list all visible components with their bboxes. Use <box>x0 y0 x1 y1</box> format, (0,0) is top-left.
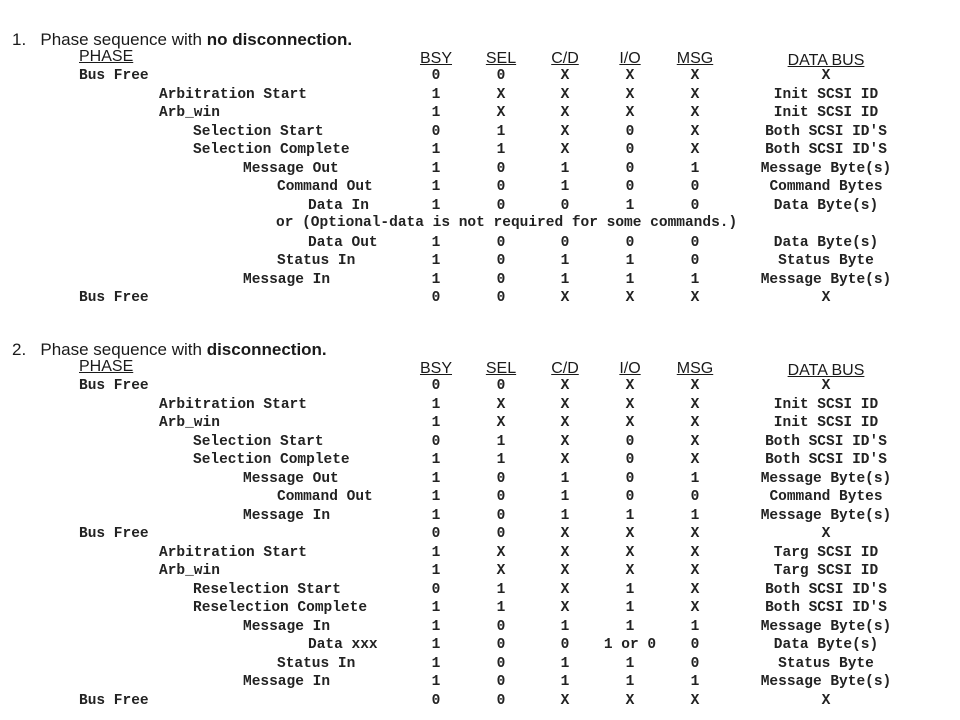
table-row <box>0 271 960 289</box>
cell-msg: 0 <box>690 655 700 672</box>
phase-name: Arb_win <box>159 415 220 431</box>
cell-cd: X <box>560 142 570 158</box>
cell-cd: X <box>560 526 570 542</box>
cell-cd: 1 <box>560 271 570 288</box>
cell-io: X <box>625 105 635 121</box>
section-2-title-plain: Phase sequence with <box>40 340 202 359</box>
cell-bsy: 1 <box>431 105 441 121</box>
phase-name: Selection Complete <box>193 452 350 468</box>
cell-bus: Both SCSI ID'S <box>765 581 887 598</box>
cell-bsy: 0 <box>431 692 441 709</box>
cell-bus: Both SCSI ID'S <box>765 433 887 450</box>
cell-sel: 1 <box>496 123 506 140</box>
cell-sel: 1 <box>496 142 506 158</box>
cell-bus: Targ SCSI ID <box>773 563 879 579</box>
table-row <box>0 252 960 270</box>
table-row <box>0 673 960 691</box>
cell-cd: 1 <box>560 674 570 690</box>
cell-io: 0 <box>625 470 635 487</box>
header-bsy: BSY <box>419 50 453 67</box>
table-row <box>0 104 960 122</box>
cell-bus: Init SCSI ID <box>773 105 879 121</box>
cell-bsy: 0 <box>431 68 441 84</box>
cell-cd: X <box>560 68 570 84</box>
cell-bsy: 1 <box>431 253 441 269</box>
cell-sel: 0 <box>496 489 506 505</box>
table-row <box>0 581 960 599</box>
cell-bus: Data Byte(s) <box>773 637 879 653</box>
cell-bsy: 1 <box>431 160 441 177</box>
cell-io: 1 or 0 <box>603 637 657 653</box>
header-cd: C/D <box>551 360 579 377</box>
cell-msg: X <box>690 452 700 468</box>
cell-io: 0 <box>625 234 635 251</box>
cell-sel: 0 <box>496 197 506 214</box>
table-row <box>0 636 960 654</box>
cell-sel: 1 <box>496 581 506 598</box>
cell-msg: X <box>690 600 700 616</box>
cell-cd: X <box>560 433 570 450</box>
cell-msg: X <box>690 581 700 598</box>
cell-bus: X <box>821 68 831 84</box>
cell-sel: 0 <box>496 526 506 542</box>
header-databus: DATA BUS <box>787 362 865 379</box>
phase-name: Reselection Complete <box>193 600 368 616</box>
section-1-title <box>12 30 352 50</box>
cell-io: X <box>625 415 635 431</box>
section-2-title-bold: disconnection. <box>206 340 327 359</box>
phase-name: Message In <box>243 618 331 635</box>
cell-bsy: 1 <box>431 86 441 103</box>
cell-bus: X <box>821 692 831 709</box>
phase-name: Command Out <box>277 179 373 195</box>
cell-bus: Both SCSI ID'S <box>765 600 887 616</box>
cell-bsy: 1 <box>431 396 441 413</box>
cell-cd: 0 <box>560 234 570 251</box>
cell-bus: Init SCSI ID <box>773 415 879 431</box>
cell-cd: X <box>560 396 570 413</box>
cell-cd: 1 <box>560 179 570 195</box>
cell-cd: 1 <box>560 618 570 635</box>
cell-io: 1 <box>625 674 635 690</box>
cell-cd: X <box>560 600 570 616</box>
section-1-title-plain: Phase sequence with <box>40 30 202 49</box>
table-row <box>0 599 960 617</box>
cell-bsy: 1 <box>431 489 441 505</box>
cell-io: 1 <box>625 655 635 672</box>
cell-msg: X <box>690 563 700 579</box>
cell-sel: 0 <box>496 234 506 251</box>
cell-bsy: 1 <box>431 179 441 195</box>
cell-sel: X <box>496 86 506 103</box>
cell-sel: 0 <box>496 179 506 195</box>
cell-bsy: 1 <box>431 674 441 690</box>
cell-io: 1 <box>625 618 635 635</box>
cell-io: X <box>625 396 635 413</box>
cell-io: X <box>625 68 635 84</box>
cell-cd: 1 <box>560 655 570 672</box>
cell-cd: 1 <box>560 253 570 269</box>
phase-name: Message In <box>243 674 331 690</box>
table-row <box>0 488 960 506</box>
cell-cd: X <box>560 563 570 579</box>
cell-io: 1 <box>625 507 635 524</box>
cell-bus: Targ SCSI ID <box>773 544 879 561</box>
table-row <box>0 178 960 196</box>
header-sel: SEL <box>485 50 517 67</box>
cell-io: X <box>625 526 635 542</box>
cell-msg: 0 <box>690 637 700 653</box>
cell-bsy: 0 <box>431 378 441 394</box>
cell-io: 1 <box>625 253 635 269</box>
cell-bsy: 1 <box>431 271 441 288</box>
table-row <box>0 562 960 580</box>
cell-msg: 0 <box>690 489 700 505</box>
cell-bus: Command Bytes <box>769 179 883 195</box>
section-2-number: 2. <box>12 340 27 359</box>
cell-msg: 1 <box>690 674 700 690</box>
phase-name: Bus Free <box>79 68 149 84</box>
cell-bus: Both SCSI ID'S <box>765 452 887 468</box>
table-row <box>0 67 960 85</box>
cell-msg: 1 <box>690 507 700 524</box>
cell-bsy: 0 <box>431 433 441 450</box>
cell-bus: X <box>821 526 831 542</box>
cell-bus: Message Byte(s) <box>760 470 892 487</box>
phase-name: Arb_win <box>159 105 220 121</box>
header-msg: MSG <box>676 50 714 67</box>
header-io: I/O <box>619 50 641 67</box>
cell-bsy: 1 <box>431 470 441 487</box>
cell-sel: 0 <box>496 378 506 394</box>
cell-sel: 0 <box>496 637 506 653</box>
cell-bsy: 1 <box>431 563 441 579</box>
cell-cd: 1 <box>560 489 570 505</box>
cell-cd: X <box>560 692 570 709</box>
table-row <box>0 433 960 451</box>
cell-bus: Init SCSI ID <box>773 86 879 103</box>
section-1-title-bold: no disconnection. <box>206 30 353 49</box>
cell-bus: Message Byte(s) <box>760 271 892 288</box>
cell-sel: 0 <box>496 655 506 672</box>
cell-sel: 1 <box>496 433 506 450</box>
cell-io: X <box>625 563 635 579</box>
table-row <box>0 396 960 414</box>
cell-cd: 0 <box>560 637 570 653</box>
cell-sel: 0 <box>496 290 506 306</box>
cell-io: 0 <box>625 123 635 140</box>
cell-msg: X <box>690 142 700 158</box>
cell-sel: 0 <box>496 470 506 487</box>
cell-msg: X <box>690 290 700 306</box>
header-msg: MSG <box>676 360 714 377</box>
phase-name: Arbitration Start <box>159 396 307 413</box>
cell-cd: X <box>560 86 570 103</box>
section-1-number: 1. <box>12 30 27 49</box>
table-row <box>0 197 960 215</box>
cell-sel: 0 <box>496 692 506 709</box>
cell-msg: X <box>690 415 700 431</box>
phase-name: Arbitration Start <box>159 86 307 103</box>
cell-bus: Both SCSI ID'S <box>765 142 887 158</box>
cell-bsy: 0 <box>431 526 441 542</box>
cell-sel: 0 <box>496 674 506 690</box>
cell-sel: 0 <box>496 253 506 269</box>
table-row <box>0 141 960 159</box>
phase-name: Data xxx <box>308 637 378 653</box>
table-row <box>0 618 960 636</box>
cell-bsy: 1 <box>431 600 441 616</box>
table-note: or (Optional-data is not required for some commands.) <box>276 215 738 231</box>
table-row <box>0 525 960 543</box>
cell-bus: X <box>821 290 831 306</box>
phase-name: Arb_win <box>159 563 220 579</box>
cell-sel: X <box>496 563 506 579</box>
phase-name: Data Out <box>308 234 378 251</box>
cell-cd: X <box>560 378 570 394</box>
header-phase: PHASE <box>79 358 134 375</box>
cell-msg: 0 <box>690 197 700 214</box>
cell-cd: X <box>560 415 570 431</box>
cell-msg: 0 <box>690 234 700 251</box>
cell-sel: 0 <box>496 271 506 288</box>
phase-name: Selection Start <box>193 433 324 450</box>
cell-io: X <box>625 692 635 709</box>
cell-bus: Data Byte(s) <box>773 234 879 251</box>
table-row <box>0 234 960 252</box>
table-row <box>0 470 960 488</box>
cell-msg: X <box>690 86 700 103</box>
cell-bus: Data Byte(s) <box>773 197 879 214</box>
cell-bsy: 0 <box>431 123 441 140</box>
cell-msg: 1 <box>690 160 700 177</box>
cell-sel: 1 <box>496 452 506 468</box>
table-row <box>0 655 960 673</box>
cell-msg: 1 <box>690 271 700 288</box>
cell-bus: Status Byte <box>778 253 874 269</box>
phase-name: Data In <box>308 197 369 214</box>
cell-bsy: 1 <box>431 618 441 635</box>
phase-name: Selection Start <box>193 123 324 140</box>
cell-cd: 0 <box>560 197 570 214</box>
cell-msg: X <box>690 68 700 84</box>
cell-io: 0 <box>625 142 635 158</box>
cell-msg: X <box>690 692 700 709</box>
phase-name: Status In <box>277 253 356 269</box>
cell-msg: 1 <box>690 470 700 487</box>
cell-io: 0 <box>625 489 635 505</box>
cell-sel: X <box>496 105 506 121</box>
phase-name: Message In <box>243 507 331 524</box>
cell-io: X <box>625 378 635 394</box>
cell-io: 1 <box>625 271 635 288</box>
cell-sel: 0 <box>496 68 506 84</box>
cell-msg: X <box>690 544 700 561</box>
cell-bus: Both SCSI ID'S <box>765 123 887 140</box>
cell-bsy: 1 <box>431 655 441 672</box>
cell-bsy: 1 <box>431 415 441 431</box>
cell-io: 0 <box>625 433 635 450</box>
cell-bsy: 0 <box>431 290 441 306</box>
cell-cd: X <box>560 290 570 306</box>
cell-bsy: 1 <box>431 197 441 214</box>
cell-msg: X <box>690 105 700 121</box>
cell-bsy: 1 <box>431 452 441 468</box>
cell-bsy: 1 <box>431 544 441 561</box>
phase-name: Reselection Start <box>193 581 341 598</box>
cell-bus: Message Byte(s) <box>760 507 892 524</box>
cell-cd: X <box>560 544 570 561</box>
cell-io: X <box>625 290 635 306</box>
cell-bsy: 1 <box>431 637 441 653</box>
phase-name: Command Out <box>277 489 373 505</box>
phase-name: Bus Free <box>79 378 149 394</box>
cell-msg: 0 <box>690 179 700 195</box>
cell-bus: Status Byte <box>778 655 874 672</box>
phase-name: Bus Free <box>79 526 149 542</box>
cell-io: X <box>625 544 635 561</box>
table-row <box>0 86 960 104</box>
cell-cd: X <box>560 581 570 598</box>
cell-bus: Message Byte(s) <box>760 160 892 177</box>
cell-cd: 1 <box>560 507 570 524</box>
cell-cd: X <box>560 123 570 140</box>
header-databus: DATA BUS <box>787 52 865 69</box>
cell-cd: 1 <box>560 470 570 487</box>
cell-cd: 1 <box>560 160 570 177</box>
cell-io: 1 <box>625 600 635 616</box>
cell-msg: X <box>690 433 700 450</box>
table-row <box>0 123 960 141</box>
cell-bus: Init SCSI ID <box>773 396 879 413</box>
cell-bus: Message Byte(s) <box>760 674 892 690</box>
table-row <box>0 377 960 395</box>
cell-bus: Message Byte(s) <box>760 618 892 635</box>
cell-msg: X <box>690 526 700 542</box>
cell-sel: X <box>496 415 506 431</box>
cell-io: 0 <box>625 160 635 177</box>
table-row <box>0 544 960 562</box>
cell-msg: X <box>690 396 700 413</box>
table-row <box>0 160 960 178</box>
section-2-title <box>12 340 327 360</box>
cell-sel: 0 <box>496 618 506 635</box>
header-sel: SEL <box>485 360 517 377</box>
cell-sel: X <box>496 396 506 413</box>
table-row <box>0 451 960 469</box>
table-row <box>0 414 960 432</box>
cell-msg: X <box>690 123 700 140</box>
header-cd: C/D <box>551 50 579 67</box>
cell-msg: 1 <box>690 618 700 635</box>
cell-bsy: 0 <box>431 581 441 598</box>
cell-io: 1 <box>625 581 635 598</box>
phase-name: Selection Complete <box>193 142 350 158</box>
cell-cd: X <box>560 105 570 121</box>
table-row <box>0 289 960 307</box>
cell-bus: Command Bytes <box>769 489 883 505</box>
cell-bsy: 1 <box>431 142 441 158</box>
phase-name: Bus Free <box>79 290 149 306</box>
header-phase: PHASE <box>79 48 134 65</box>
cell-io: X <box>625 86 635 103</box>
cell-sel: 0 <box>496 507 506 524</box>
cell-io: 0 <box>625 452 635 468</box>
phase-name: Message Out <box>243 470 339 487</box>
cell-bus: X <box>821 378 831 394</box>
cell-bsy: 1 <box>431 507 441 524</box>
header-io: I/O <box>619 360 641 377</box>
cell-io: 1 <box>625 197 635 214</box>
cell-io: 0 <box>625 179 635 195</box>
phase-name: Arbitration Start <box>159 544 307 561</box>
cell-msg: X <box>690 378 700 394</box>
table-row <box>0 507 960 525</box>
phase-name: Message In <box>243 271 331 288</box>
phase-name: Message Out <box>243 160 339 177</box>
table-row <box>0 692 960 710</box>
phase-name: Status In <box>277 655 356 672</box>
cell-msg: 0 <box>690 253 700 269</box>
phase-name: Bus Free <box>79 692 149 709</box>
header-bsy: BSY <box>419 360 453 377</box>
cell-cd: X <box>560 452 570 468</box>
cell-bsy: 1 <box>431 234 441 251</box>
cell-sel: 1 <box>496 600 506 616</box>
cell-sel: 0 <box>496 160 506 177</box>
cell-sel: X <box>496 544 506 561</box>
